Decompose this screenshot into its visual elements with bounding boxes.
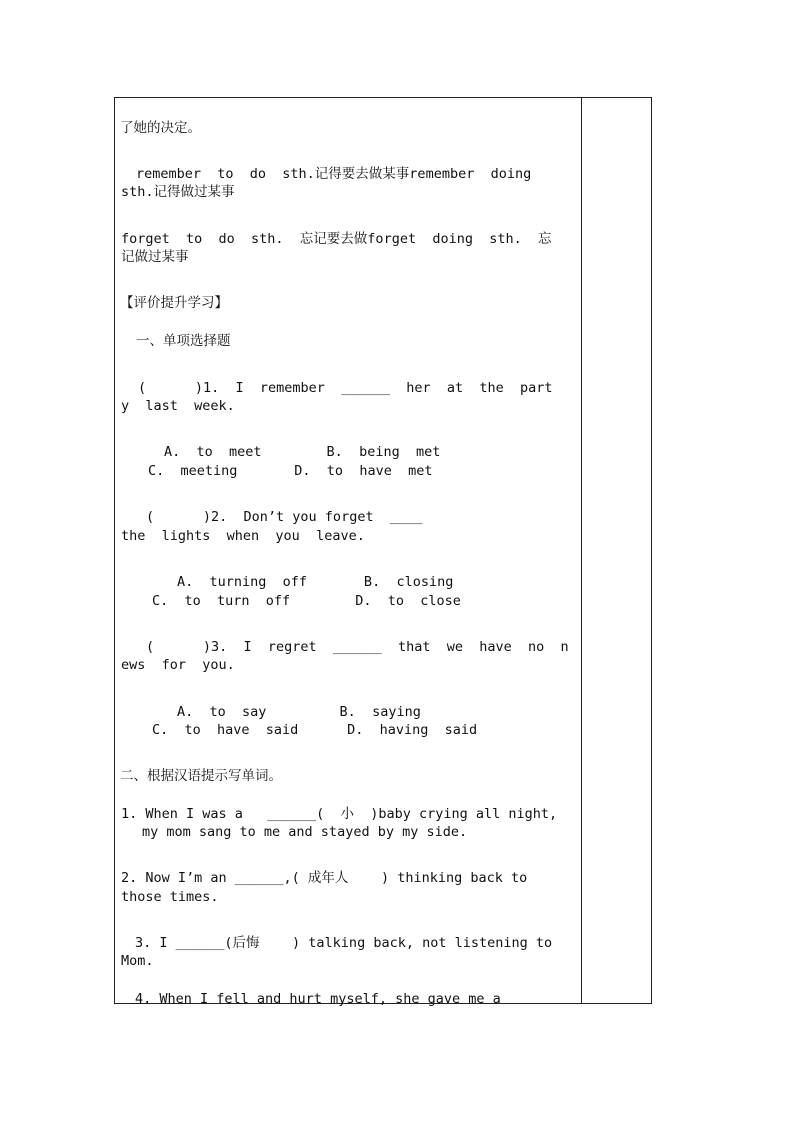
column-divider (581, 98, 582, 1003)
section-heading: 一、单项选择题 (136, 333, 231, 349)
option-line: C. meeting D. to have met (148, 463, 433, 479)
question-line: ( )2. Don’t you forget ____ (146, 509, 423, 525)
text-line: 记做过某事 (121, 249, 189, 265)
exercise-line: 3. I ______(后悔 ) talking back, not listening to (135, 935, 553, 951)
exercise-line: my mom sang to me and stayed by my side. (142, 824, 468, 840)
section-heading: 【评价提升学习】 (120, 295, 228, 311)
option-line: C. to turn off D. to close (152, 593, 461, 609)
option-line: A. to say B. saying (177, 704, 421, 720)
question-line: the lights when you leave. (121, 528, 365, 544)
exercise-line: 1. When I was a ______( 小 )baby crying all night, (121, 806, 558, 822)
question-line: ( )3. I regret ______ that we have no n (146, 639, 569, 655)
exercise-line: those times. (121, 889, 219, 905)
text-line: 了她的决定。 (120, 120, 201, 136)
option-line: A. to meet B. being met (164, 444, 441, 460)
option-line: C. to have said D. having said (152, 722, 478, 738)
question-line: ews for you. (121, 657, 235, 673)
text-line: forget to do sth. 忘记要去做forget doing sth. 忘 (121, 231, 552, 247)
section-heading: 二、根据汉语提示写单词。 (120, 768, 282, 784)
text-line: remember to do sth.记得要去做某事remember doing (136, 166, 532, 182)
text-line: sth.记得做过某事 (121, 184, 235, 200)
exercise-line: 2. Now I’m an ______,( 成年人 ) thinking back to (121, 870, 528, 886)
exercise-line: Mom. (121, 953, 154, 969)
exercise-line: 4. When I fell and hurt myself, she gave me a (135, 991, 501, 1007)
question-line: ( )1. I remember ______ her at the part (138, 380, 553, 396)
question-line: y last week. (121, 398, 235, 414)
option-line: A. turning off B. closing (177, 574, 454, 590)
